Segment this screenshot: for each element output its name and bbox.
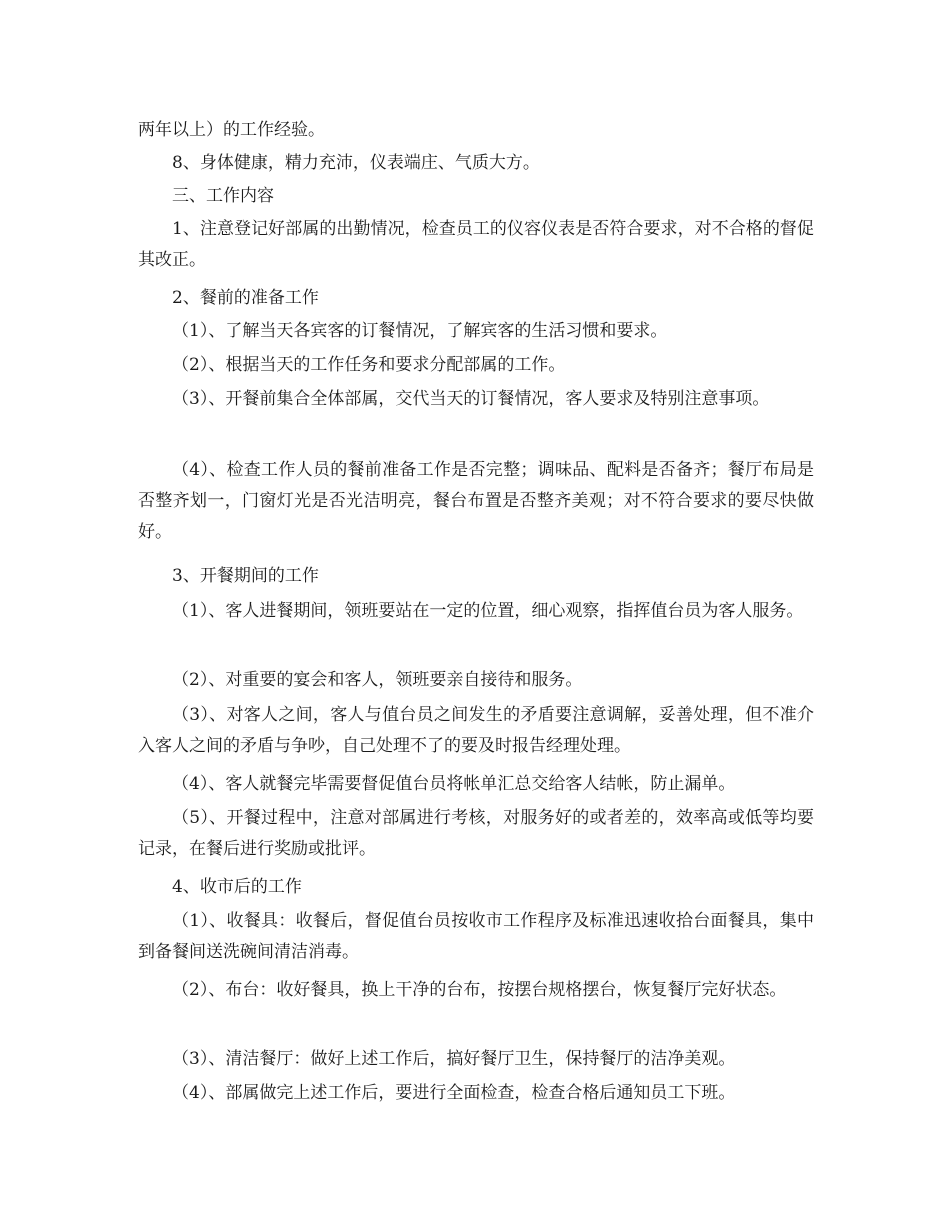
paragraph-18: （2）、布台：收好餐具，换上干净的台布，按摆台规格摆台，恢复餐厅完好状态。 xyxy=(172,980,787,1000)
paragraph-12: （2）、对重要的宴会和客人，领班要亲自接待和服务。 xyxy=(172,670,583,690)
paragraph-9: （4）、检查工作人员的餐前准备工作是否完整；调味品、配料是否备齐；餐厅布局是否整齐划一，门窗灯光是否光洁明亮，餐台布置是否整齐美观；对不符合要求的要尽快做好。 xyxy=(138,460,814,542)
subheading-10: 3、开餐期间的工作 xyxy=(172,566,319,586)
paragraph-8: （3）、开餐前集合全体部属，交代当天的订餐情况，客人要求及特别注意事项。 xyxy=(172,389,770,409)
paragraph-4: 1、注意登记好部属的出勤情况，检查员工的仪容仪表是否符合要求，对不合格的督促其改正。 xyxy=(138,219,814,270)
subheading-16: 4、收市后的工作 xyxy=(172,877,302,897)
paragraph-13: （3）、对客人之间，客人与值台员之间发生的矛盾要注意调解，妥善处理，但不准介入客人之间的矛盾与争吵，自己处理不了的要及时报告经理处理。 xyxy=(138,705,814,756)
paragraph-15: （5）、开餐过程中，注意对部属进行考核，对服务好的或者差的，效率高或低等均要记录，在餐后进行奖励或批评。 xyxy=(138,808,814,859)
paragraph-14: （4）、客人就餐完毕需要督促值台员将帐单汇总交给客人结帐，防止漏单。 xyxy=(172,774,736,794)
paragraph-20: （4）、部属做完上述工作后，要进行全面检查，检查合格后通知员工下班。 xyxy=(172,1083,736,1103)
paragraph-11: （1）、客人进餐期间，领班要站在一定的位置，细心观察，指挥值台员为客人服务。 xyxy=(172,601,804,621)
paragraph-2: 8、身体健康，精力充沛，仪表端庄、气质大方。 xyxy=(172,153,540,173)
paragraph-1: 两年以上）的工作经验。 xyxy=(138,120,325,140)
paragraph-17: （1）、收餐具：收餐后，督促值台员按收市工作程序及标准迅速收拾台面餐具，集中到备餐间送洗碗间清洁消毒。 xyxy=(138,911,814,962)
paragraph-19: （3）、清洁餐厅：做好上述工作后，搞好餐厅卫生，保持餐厅的洁净美观。 xyxy=(172,1049,736,1069)
subheading-5: 2、餐前的准备工作 xyxy=(172,288,319,308)
paragraph-7: （2）、根据当天的工作任务和要求分配部属的工作。 xyxy=(172,355,566,375)
paragraph-6: （1）、了解当天各宾客的订餐情况，了解宾客的生活习惯和要求。 xyxy=(172,321,668,341)
section-heading-3: 三、工作内容 xyxy=(172,186,274,206)
